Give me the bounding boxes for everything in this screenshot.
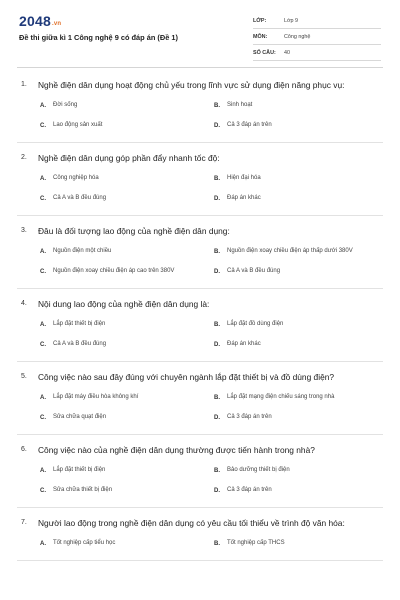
option-text: Lắp đặt thiết bị điện xyxy=(53,321,106,328)
question-text: Nghề điện dân dụng góp phần đẩy nhanh tốc độ: xyxy=(38,153,220,163)
option-letter: D. xyxy=(214,196,220,202)
option-text: Nguồn điện một chiều xyxy=(53,248,112,255)
option-letter: B. xyxy=(214,176,220,182)
option-letter: D. xyxy=(214,488,220,494)
question-text: Nghề điện dân dụng hoạt động chủ yếu trong lĩnh vực sử dụng điện năng phục vụ: xyxy=(38,80,345,90)
option-letter: C. xyxy=(40,415,46,421)
answer-option[interactable] xyxy=(40,335,214,355)
option-letter: B. xyxy=(214,103,220,109)
answer-option[interactable] xyxy=(40,262,214,282)
option-text: Hiện đại hóa xyxy=(227,175,261,182)
option-letter: D. xyxy=(214,269,220,275)
header-divider xyxy=(17,67,383,68)
answer-options xyxy=(40,534,383,554)
answer-options xyxy=(40,461,383,501)
answer-option[interactable] xyxy=(40,116,214,136)
answer-option[interactable] xyxy=(40,461,214,481)
question-item xyxy=(17,508,383,561)
answer-option[interactable] xyxy=(214,189,388,209)
option-letter: A. xyxy=(40,541,46,547)
option-letter: A. xyxy=(40,395,46,401)
option-text: Sinh hoạt xyxy=(227,102,253,109)
option-letter: B. xyxy=(214,541,220,547)
option-text: Sửa chữa quạt điện xyxy=(53,414,107,421)
option-text: Lắp đặt mạng điện chiếu sáng trong nhà xyxy=(227,394,335,401)
question-item xyxy=(17,143,383,216)
answer-option[interactable] xyxy=(214,169,388,189)
answer-option[interactable] xyxy=(214,96,388,116)
logo-text: 2048 xyxy=(19,13,51,29)
answer-option[interactable] xyxy=(214,408,388,428)
question-item xyxy=(17,216,383,289)
option-letter: B. xyxy=(214,249,220,255)
meta-label: MÔN: xyxy=(253,33,268,40)
answer-option[interactable] xyxy=(40,96,214,116)
option-text: Lắp đặt thiết bị điện xyxy=(53,467,106,474)
question-number: 2. xyxy=(21,154,27,161)
option-text: Nguồn điện xoay chiều điện áp thấp dưới 380V xyxy=(227,248,353,255)
answer-option[interactable] xyxy=(214,315,388,335)
answer-options xyxy=(40,169,383,209)
option-text: Cả 3 đáp án trên xyxy=(227,487,272,494)
option-letter: C. xyxy=(40,488,46,494)
option-text: Nguồn điện xoay chiều điện áp cao trên 380V xyxy=(53,268,175,275)
answer-option[interactable] xyxy=(214,461,388,481)
question-number: 1. xyxy=(21,81,27,88)
answer-option[interactable] xyxy=(214,481,388,501)
answer-option[interactable] xyxy=(214,116,388,136)
answer-option[interactable] xyxy=(40,315,214,335)
answer-option[interactable] xyxy=(40,408,214,428)
question-number: 3. xyxy=(21,227,27,234)
question-item xyxy=(17,70,383,143)
meta-label: SỐ CÂU: xyxy=(253,49,276,56)
option-text: Đáp án khác xyxy=(227,341,261,348)
answer-option[interactable] xyxy=(214,335,388,355)
answer-options xyxy=(40,388,383,428)
answer-option[interactable] xyxy=(214,242,388,262)
answer-option[interactable] xyxy=(40,169,214,189)
question-text: Người lao động trong nghề điện dân dụng có yêu cầu tối thiểu về trình độ văn hóa: xyxy=(38,518,345,528)
answer-option[interactable] xyxy=(214,534,388,554)
option-letter: A. xyxy=(40,249,46,255)
option-letter: B. xyxy=(214,468,220,474)
answer-option[interactable] xyxy=(40,481,214,501)
site-logo[interactable] xyxy=(19,13,61,29)
option-letter: A. xyxy=(40,322,46,328)
option-text: Cả A và B đều đúng xyxy=(53,195,107,202)
question-item xyxy=(17,435,383,508)
option-letter: A. xyxy=(40,103,46,109)
question-header xyxy=(17,225,383,237)
question-number: 5. xyxy=(21,373,27,380)
option-text: Cả 3 đáp án trên xyxy=(227,414,272,421)
question-text: Công việc nào sau đây đúng với chuyên ngành lắp đặt thiết bị và đồ dùng điện? xyxy=(38,372,335,382)
question-header xyxy=(17,371,383,383)
question-text: Công việc nào của nghề điện dân dụng thường được tiến hành trong nhà? xyxy=(38,445,315,455)
meta-value[interactable]: Công nghệ xyxy=(284,33,311,40)
option-text: Tốt nghiệp cấp tiểu học xyxy=(53,540,116,547)
question-text: Nội dung lao động của nghề điện dân dụng là: xyxy=(38,299,210,309)
meta-row-class xyxy=(253,13,381,29)
meta-value[interactable]: Lớp 9 xyxy=(284,17,299,24)
meta-row-question-count xyxy=(253,45,381,61)
option-text: Sửa chữa thiết bị điện xyxy=(53,487,113,494)
question-header xyxy=(17,444,383,456)
question-header xyxy=(17,298,383,310)
option-text: Cả A và B đều đúng xyxy=(227,268,281,275)
answer-options xyxy=(40,315,383,355)
question-number: 6. xyxy=(21,446,27,453)
option-text: Tốt nghiệp cấp THCS xyxy=(227,540,285,547)
option-letter: B. xyxy=(214,395,220,401)
question-item xyxy=(17,289,383,362)
option-text: Đáp án khác xyxy=(227,195,261,202)
option-letter: C. xyxy=(40,196,46,202)
option-text: Lao động sản xuất xyxy=(53,122,103,129)
answer-option[interactable] xyxy=(214,262,388,282)
question-item xyxy=(17,362,383,435)
answer-option[interactable] xyxy=(40,534,214,554)
option-text: Lắp đặt đồ dùng điện xyxy=(227,321,284,328)
question-header xyxy=(17,79,383,91)
option-letter: A. xyxy=(40,176,46,182)
question-number: 4. xyxy=(21,300,27,307)
answer-option[interactable] xyxy=(40,242,214,262)
option-text: Công nghiệp hóa xyxy=(53,175,99,182)
option-letter: D. xyxy=(214,415,220,421)
question-list xyxy=(0,70,400,561)
meta-row-subject xyxy=(253,29,381,45)
option-letter: C. xyxy=(40,342,46,348)
answer-option[interactable] xyxy=(214,388,388,408)
option-letter: D. xyxy=(214,123,220,129)
option-letter: D. xyxy=(214,342,220,348)
page-title: Đề thi giữa kì 1 Công nghệ 9 có đáp án (Đề 1) xyxy=(19,33,178,42)
answer-options xyxy=(40,242,383,282)
meta-value: 40 xyxy=(284,49,290,56)
option-letter: C. xyxy=(40,269,46,275)
answer-option[interactable] xyxy=(40,388,214,408)
option-letter: A. xyxy=(40,468,46,474)
answer-option[interactable] xyxy=(40,189,214,209)
option-text: Đời sống xyxy=(53,102,78,109)
question-number: 7. xyxy=(21,519,27,526)
page-header xyxy=(0,0,400,62)
logo-suffix: .vn xyxy=(51,21,62,27)
option-text: Cả A và B đều đúng xyxy=(53,341,107,348)
option-text: Lắp đặt máy điều hòa không khí xyxy=(53,394,139,401)
option-letter: B. xyxy=(214,322,220,328)
exam-meta-box xyxy=(253,13,381,61)
question-header xyxy=(17,152,383,164)
option-letter: C. xyxy=(40,123,46,129)
meta-label: LỚP: xyxy=(253,17,267,24)
question-text: Đâu là đối tượng lao động của nghề điện dân dụng: xyxy=(38,226,230,236)
option-text: Bảo dưỡng thiết bị điện xyxy=(227,467,290,474)
question-header xyxy=(17,517,383,529)
option-text: Cả 3 đáp án trên xyxy=(227,122,272,129)
answer-options xyxy=(40,96,383,136)
